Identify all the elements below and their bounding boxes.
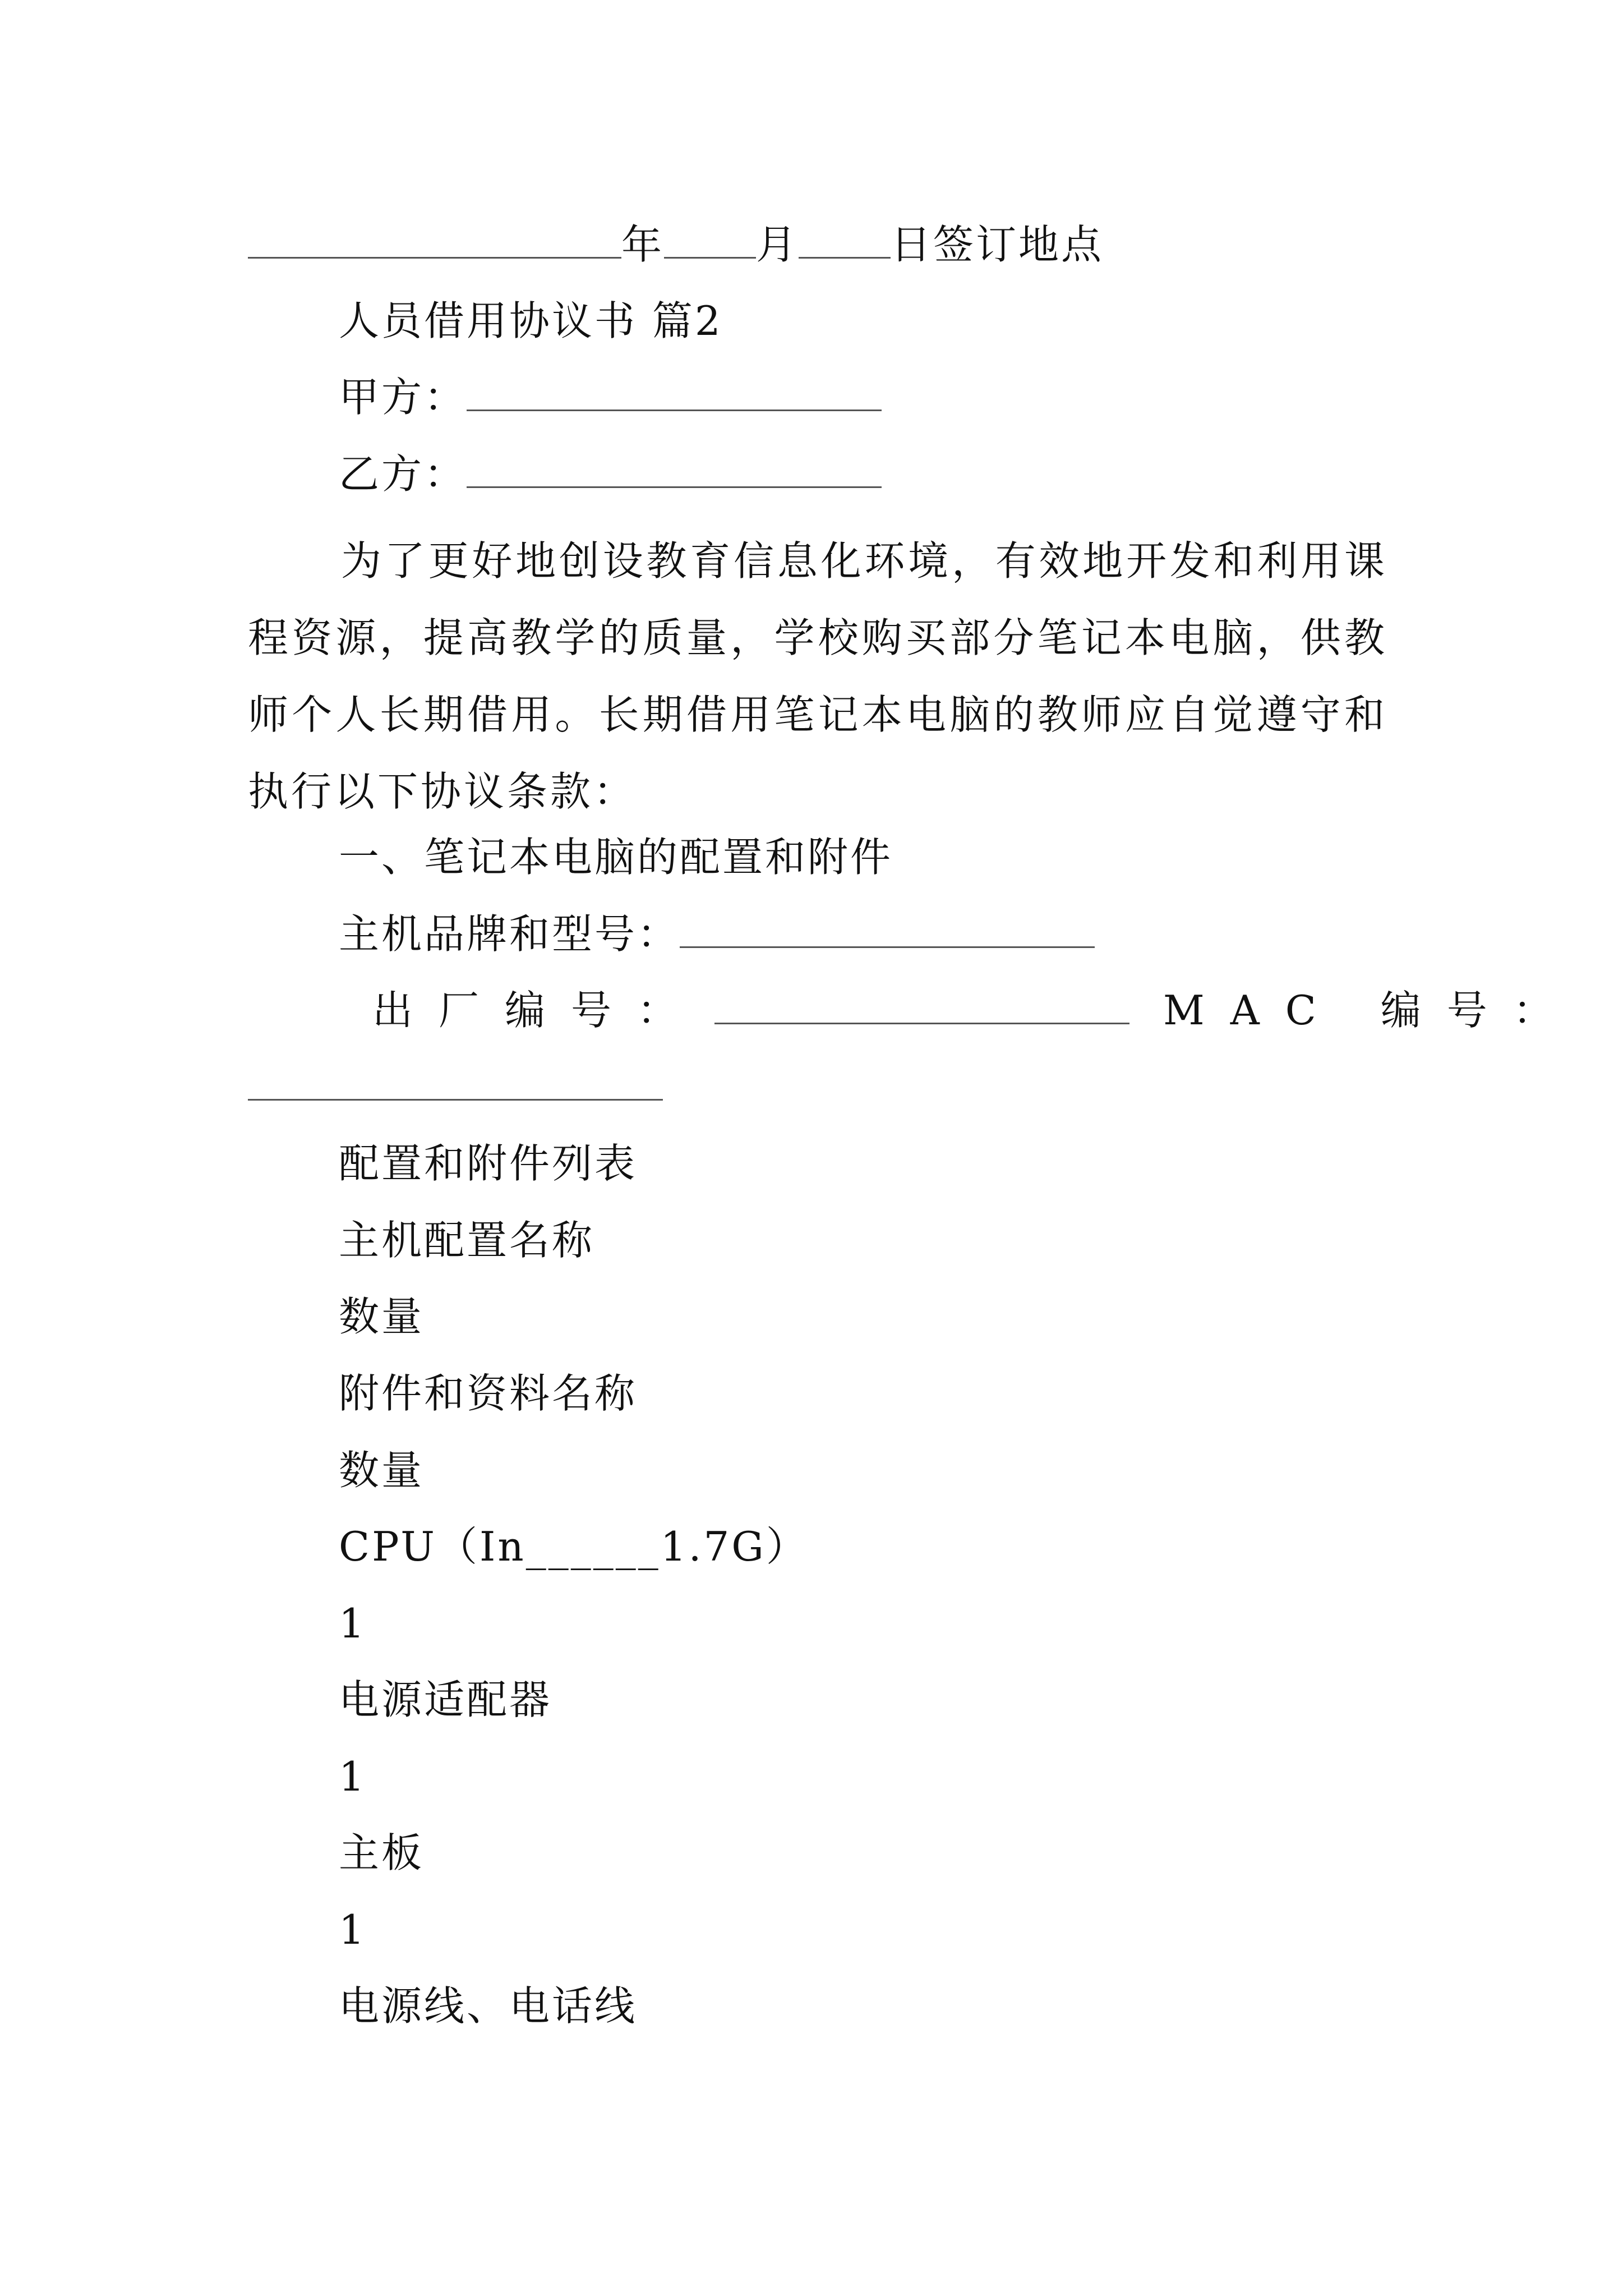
party-b-label: 乙方： — [339, 450, 467, 498]
list-item: 电源适配器 — [339, 1676, 552, 1723]
blank-field — [680, 913, 1095, 948]
blank-field — [714, 989, 1129, 1024]
party-a-label: 甲方： — [339, 374, 467, 421]
list-item: 附件和资料名称 — [339, 1370, 638, 1417]
blank-field — [799, 223, 891, 259]
list-item: 1 — [339, 1600, 367, 1647]
list-item: 1 — [339, 1906, 367, 1953]
month-label: 月 — [756, 221, 799, 268]
blank-field — [467, 376, 882, 411]
mac-no-label: MAC 编号： — [1163, 987, 1579, 1034]
signing-date-line — [248, 217, 1104, 273]
list-item: 数量 — [339, 1293, 425, 1340]
section-heading: 一、笔记本电脑的配置和附件 — [339, 834, 893, 881]
blank-field — [467, 453, 882, 488]
factory-no-label: 出厂编号： — [372, 987, 704, 1034]
list-item: 数量 — [339, 1447, 425, 1494]
list-item: 主机配置名称 — [339, 1217, 595, 1264]
list-item: 1 — [339, 1753, 367, 1800]
document-title: 人员借用协议书 篇2 — [339, 297, 723, 344]
blank-field — [248, 1065, 663, 1101]
blank-field — [248, 223, 621, 259]
mac-blank-line — [248, 1059, 663, 1115]
party-a-line — [339, 369, 882, 425]
day-place-label: 日签订地点 — [891, 221, 1104, 268]
list-item: 电源线、电话线 — [339, 1982, 638, 2030]
blank-field — [664, 223, 756, 259]
brand-model-label: 主机品牌和型号： — [339, 910, 680, 958]
brand-model-line — [339, 906, 1095, 962]
year-label: 年 — [621, 221, 665, 268]
list-item: 主板 — [339, 1829, 425, 1876]
intro-paragraph: 为了更好地创设教育信息化环境，有效地开发和利用课程资源，提高教学的质量，学校购买部分笔记本电脑，供教师个人长期借用。长期借用笔记本电脑的教师应自觉遵守和执行以下协议条款： — [248, 537, 1387, 815]
serial-mac-line — [372, 982, 1579, 1038]
party-b-line — [339, 446, 882, 502]
list-item: CPU（In______1.7G） — [339, 1523, 809, 1570]
list-item: 配置和附件列表 — [339, 1140, 638, 1187]
